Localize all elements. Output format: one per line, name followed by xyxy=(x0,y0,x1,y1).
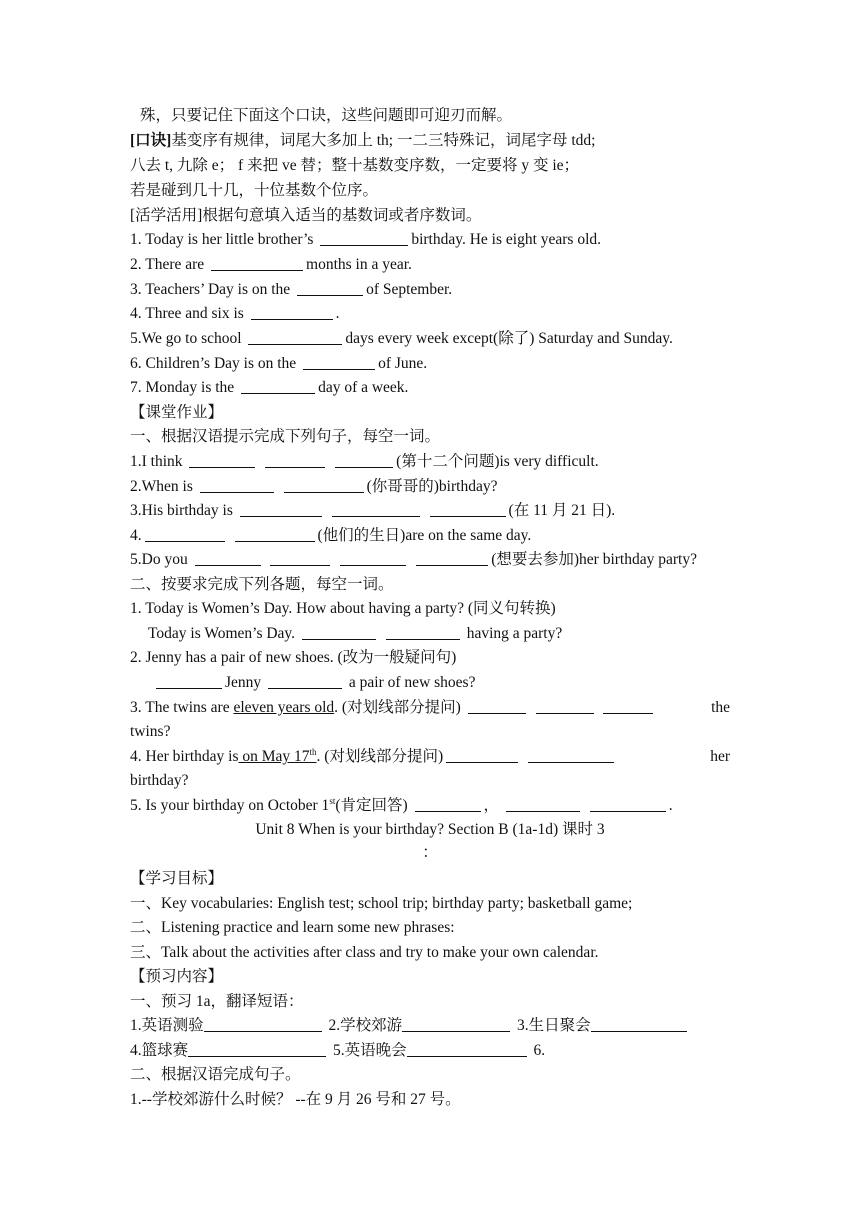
answer-blank[interactable] xyxy=(297,279,363,296)
answer-blank[interactable] xyxy=(265,451,325,468)
preview-heading: 【预习内容】 xyxy=(130,968,224,985)
answer-blank[interactable] xyxy=(251,303,333,320)
practice-q3: 3. Teachers’ Day is on the of September. xyxy=(130,281,453,298)
classwork-p2-q1-answer: Today is Women’s Day. having a party? xyxy=(148,625,563,642)
answer-blank[interactable] xyxy=(240,500,322,517)
answer-blank[interactable] xyxy=(241,377,315,394)
practice-q4: 4. Three and six is . xyxy=(130,305,340,322)
answer-blank[interactable] xyxy=(386,623,460,640)
answer-blank[interactable] xyxy=(303,353,375,370)
answer-blank[interactable] xyxy=(332,500,420,517)
answer-blank[interactable] xyxy=(590,795,666,812)
goal-2: 二、Listening practice and learn some new phrases: xyxy=(130,919,455,936)
answer-blank[interactable] xyxy=(430,500,506,517)
answer-blank[interactable] xyxy=(536,697,594,714)
answer-blank[interactable] xyxy=(415,795,481,812)
practice-heading: [活学活用]根据句意填入适当的基数词或者序数词。 xyxy=(130,207,482,224)
classwork-heading: 【课堂作业】 xyxy=(130,404,224,421)
classwork-p1-q3: 3.His birthday is (在 11 月 21 日). xyxy=(130,502,616,519)
answer-blank[interactable] xyxy=(335,451,393,468)
answer-blank[interactable] xyxy=(468,697,526,714)
preview-terms-row-2: 4.篮球赛 5.英语晚会 6. xyxy=(130,1042,546,1059)
classwork-p2-q3-cont: twins? xyxy=(130,723,171,740)
practice-q2: 2. There are months in a year. xyxy=(130,256,412,273)
rhyme-tag: [口诀] xyxy=(130,132,172,149)
answer-blank[interactable] xyxy=(603,697,653,714)
answer-blank[interactable] xyxy=(320,229,408,246)
classwork-p1-q2: 2.When is (你哥哥的)birthday? xyxy=(130,478,498,495)
answer-blank[interactable] xyxy=(211,254,303,271)
unit-title: Unit 8 When is your birthday? Section B (1a-1d) 课时 3 xyxy=(255,821,605,838)
answer-blank[interactable] xyxy=(189,451,255,468)
answer-blank[interactable] xyxy=(506,795,580,812)
answer-blank[interactable] xyxy=(402,1015,510,1032)
answer-blank[interactable] xyxy=(416,549,488,566)
answer-blank[interactable] xyxy=(407,1040,527,1057)
answer-blank[interactable] xyxy=(591,1015,687,1032)
answer-blank[interactable] xyxy=(270,549,330,566)
answer-blank[interactable] xyxy=(302,623,376,640)
practice-q5: 5.We go to school days every week except(除了) Saturday and Sunday. xyxy=(130,330,673,347)
rhyme-line-1 xyxy=(130,130,730,152)
classwork-p2-q5: 5. Is your birthday on October 1st(肯定回答) ， . xyxy=(130,795,673,814)
preview-terms-row-1: 1.英语测验 2.学校郊游 3.生日聚会 xyxy=(130,1015,730,1037)
classwork-p2-q4-cont: birthday? xyxy=(130,772,189,789)
classwork-p2-q2: 2. Jenny has a pair of new shoes. (改为一般疑问句) xyxy=(130,649,457,666)
answer-blank[interactable] xyxy=(528,746,614,763)
rhyme-line-2: 八去 t, 九除 e； f 来把 ve 替；整十基数变序数，一定要将 y 变 ie； xyxy=(130,157,580,174)
answer-blank[interactable] xyxy=(340,549,406,566)
unit-title-colon: ： xyxy=(422,844,438,861)
answer-blank[interactable] xyxy=(235,525,315,542)
classwork-p2-q2-answer: Jenny a pair of new shoes? xyxy=(156,672,756,694)
answer-blank[interactable] xyxy=(284,476,364,493)
rhyme-line-3: 若是碰到几十几，十位基数个位序。 xyxy=(130,182,379,199)
intro-line: 殊，只要记住下面这个口诀，这些问题即可迎刃而解。 xyxy=(140,107,513,124)
classwork-p1-q4: 4. (他们的生日)are on the same day. xyxy=(130,527,532,544)
answer-blank[interactable] xyxy=(145,525,225,542)
answer-blank[interactable] xyxy=(188,1040,326,1057)
practice-q1: 1. Today is her little brother’s birthday. He is eight years old. xyxy=(130,231,602,248)
classwork-part1-heading: 一、根据汉语提示完成下列句子，每空一词。 xyxy=(130,428,441,445)
classwork-p2-q4: 4. Her birthday is on May 17th. (对划线部分提问) her xyxy=(130,746,730,765)
answer-blank[interactable] xyxy=(200,476,274,493)
preview-sentence-1: 1.--学校郊游什么时候？ --在 9 月 26 号和 27 号。 xyxy=(130,1091,461,1108)
answer-blank[interactable] xyxy=(204,1015,322,1032)
goal-3: 三、Talk about the activities after class and try to make your own calendar. xyxy=(130,944,599,961)
classwork-p1-q1: 1.I think (第十二个问题)is very difficult. xyxy=(130,453,599,470)
answer-blank[interactable] xyxy=(248,328,342,345)
answer-blank[interactable] xyxy=(195,549,261,566)
classwork-p2-q1: 1. Today is Women’s Day. How about having a party? (同义句转换) xyxy=(130,600,556,617)
classwork-p2-q3: 3. The twins are eleven years old. (对划线部分提问) the xyxy=(130,699,730,716)
answer-blank[interactable] xyxy=(268,672,342,689)
goals-heading: 【学习目标】 xyxy=(130,870,224,887)
classwork-p1-q5: 5.Do you (想要去参加)her birthday party? xyxy=(130,551,697,568)
rhyme-text-1: 基变序有规律，词尾大多加上 th; 一二三特殊记，词尾字母 tdd; xyxy=(171,132,596,149)
goal-1: 一、Key vocabularies: English test; school trip; birthday party; basketball game; xyxy=(130,895,633,912)
preview-part1: 一、预习 1a，翻译短语： xyxy=(130,993,304,1010)
answer-blank[interactable] xyxy=(446,746,518,763)
practice-q6: 6. Children’s Day is on the of June. xyxy=(130,355,428,372)
classwork-part2-heading: 二、按要求完成下列各题，每空一词。 xyxy=(130,576,394,593)
practice-q7: 7. Monday is the day of a week. xyxy=(130,379,409,396)
answer-blank[interactable] xyxy=(156,672,222,689)
preview-part2: 二、根据汉语完成句子。 xyxy=(130,1066,301,1083)
